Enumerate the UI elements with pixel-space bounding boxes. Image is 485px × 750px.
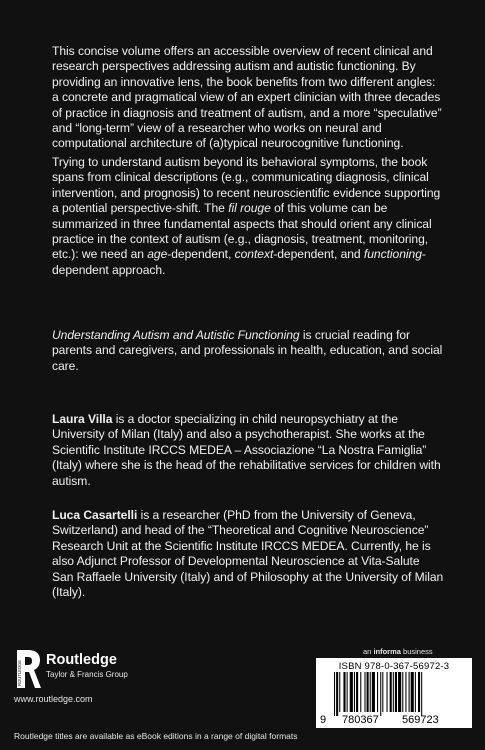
blurb-paragraph-3 [52,328,444,374]
blurb-text-2e: -dependent approach. [52,247,426,277]
blurb-text-2d: -dependent, and [273,247,364,262]
blurb-paragraph-1 [52,44,444,152]
author-bio-text-2: is a researcher (PhD from the University of Geneva, Switzerland) and head of the “Theoretical and Cognitive Neuroscience” Research Unit at the Scientific Institute IRCCS MEDEA. Currently, he is also Adjunct Professor of Developmental Neuroscience at Vita-Salute San Raffaele University (Italy) and of Philosophy at the University of Milan (Italy). [52,508,444,600]
blurb-text-3 [52,328,444,374]
age-term: age [147,247,168,262]
blurb-paragraph-2 [52,155,444,278]
ebook-availability-note: Routledge titles are available as eBook editions in a range of digital formats [14,731,298,741]
informa-tagline [363,647,433,656]
functioning-term: functioning [363,247,422,262]
logo-vertical-text: ROUTLEDGE [17,659,23,686]
author-name-1: Laura Villa [52,412,113,426]
publisher-name: Routledge [46,652,117,668]
book-title: Understanding Autism and Autistic Functioning [52,328,300,342]
barcode-bars-icon [330,672,460,716]
isbn-text: ISBN 978-0-367-56972-3 [338,661,450,672]
informa-brand: informa [373,647,401,656]
blurb-text-2c: -dependent, [167,247,235,262]
routledge-logo-icon [14,648,42,690]
isbn-barcode [316,658,472,728]
publisher-block [14,648,214,708]
author-bio-1 [52,412,444,489]
blurb-text-3-rest: is crucial reading for parents and caregivers, and professionals in health, education, and social care. [52,328,443,373]
author-name-2: Luca Casartelli [52,508,138,522]
ean-right-group: 569723 [402,714,439,726]
blurb-text-2a: Trying to understand autism beyond its behavioral symptoms, the book spans from clinical descriptions (e.g., communicating diagnosis, clinical intervention, and prognosis) to recent neuroscientific evidence supporting a potential perspective-shift. The [52,155,441,216]
blurb-text-1: This concise volume offers an accessible overview of recent clinical and research perspectives addressing autism and autistic functioning. By providing an innovative lens, the book benefits from two different angles: a concrete and pragmatical view of an expert clinician with three decades of practice in diagnosis and treatment of autism, and a more “speculative” and “long-term” view of a researcher who works on neural and computational architecture of (a)typical neurocognitive functioning. [52,44,442,151]
context-term: context [234,247,274,262]
informa-prefix: an [363,647,374,656]
ean-first-digit: 9 [320,714,327,726]
informa-suffix: business [400,647,433,656]
author-bio-text-1: is a doctor specializing in child neuropsychiatry at the University of Milan (Italy) and also a psychotherapist. She works at the Scientific Institute IRCCS MEDEA – Associazione “La Nostra Famiglia” (Italy) where she is the head of the rehabilitative services for children with autism. [52,412,441,488]
author-bio-2 [52,508,444,600]
publisher-subtitle: Taylor & Francis Group [46,670,128,679]
fil-rouge-term: fil rouge [228,201,271,216]
blurb-text-2b: of this volume can be summarized in three fundamental aspects that should orient any clinical practice in the context of autism (e.g., diagnosis, treatment, monitoring, etc.): we need an [52,201,432,262]
ean-left-group: 780367 [342,714,379,726]
publisher-url: www.routledge.com [14,694,93,704]
blurb-text-2 [52,155,444,278]
